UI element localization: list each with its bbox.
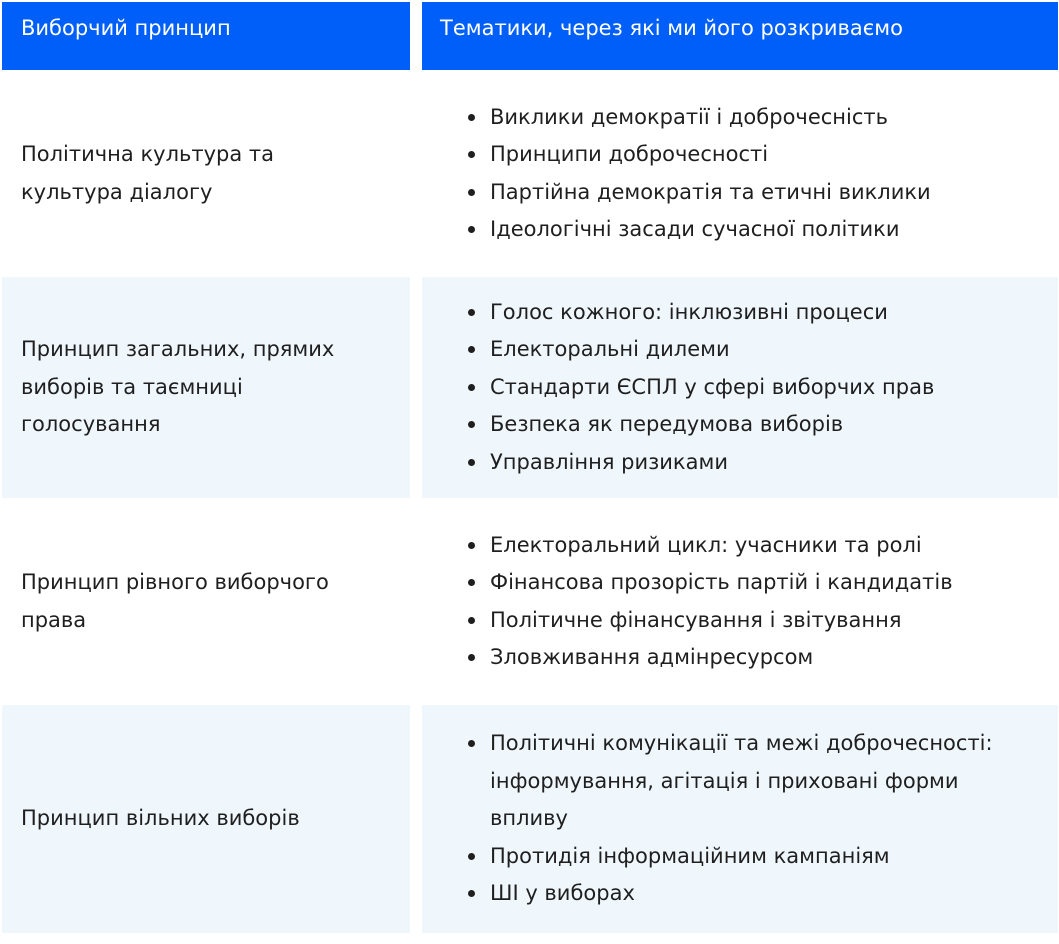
topic-list: [490, 527, 1058, 677]
table-row: [2, 509, 1058, 694]
list-item: Партійна демократія та етичні виклики: [490, 174, 1058, 212]
list-item: Безпека як передумова виборів: [490, 406, 1058, 444]
list-item: Політичне фінансування і звітування: [490, 602, 1058, 640]
principle-text: Принцип рівного виборчого права: [21, 570, 329, 632]
header-topics: Тематики, через які ми його розкриваємо: [422, 2, 1058, 70]
topic-list: [490, 294, 1058, 482]
list-item: Електоральний цикл: учасники та ролі: [490, 527, 1058, 565]
table-header-row: [2, 2, 1058, 70]
topics-cell: [422, 509, 1058, 694]
list-item: Протидія інформаційним кампаніям: [490, 838, 1058, 876]
topic-list: [490, 99, 1058, 249]
list-item: Управління ризиками: [490, 444, 1058, 482]
table-row: [2, 705, 1058, 933]
topics-cell: [422, 277, 1058, 498]
table-row: [2, 277, 1058, 498]
list-item: Голос кожного: інклюзивні процеси: [490, 294, 1058, 332]
topic-list: [490, 725, 1058, 913]
list-item: Принципи доброчесності: [490, 136, 1058, 174]
principle-cell: [2, 277, 410, 498]
principle-text: Принцип загальних, прямих виборів та таємниці голосування: [21, 337, 335, 437]
principle-text: Принцип вільних виборів: [21, 806, 300, 831]
list-item: Електоральні дилеми: [490, 331, 1058, 369]
list-item: ШІ у виборах: [490, 875, 1058, 913]
list-item: Фінансова прозорість партій і кандидатів: [490, 564, 1058, 602]
table-row: [2, 81, 1058, 266]
principles-table: [2, 2, 1058, 944]
list-item: Зловживання адмінресурсом: [490, 639, 1058, 677]
principle-text: Політична культура та культура діалогу: [21, 142, 275, 204]
topics-cell: [422, 705, 1058, 933]
principle-cell: [2, 81, 410, 266]
principle-cell: [2, 509, 410, 694]
list-item: Стандарти ЄСПЛ у сфері виборчих прав: [490, 369, 1058, 407]
topics-cell: [422, 81, 1058, 266]
list-item: Ідеологічні засади сучасної політики: [490, 211, 1058, 249]
header-principle: Виборчий принцип: [2, 2, 410, 70]
list-item: Політичні комунікації та межі доброчесності: інформування, агітація і приховані форми впливу: [490, 725, 1030, 838]
principle-cell: [2, 705, 410, 933]
list-item: Виклики демократії і доброчесність: [490, 99, 1058, 137]
